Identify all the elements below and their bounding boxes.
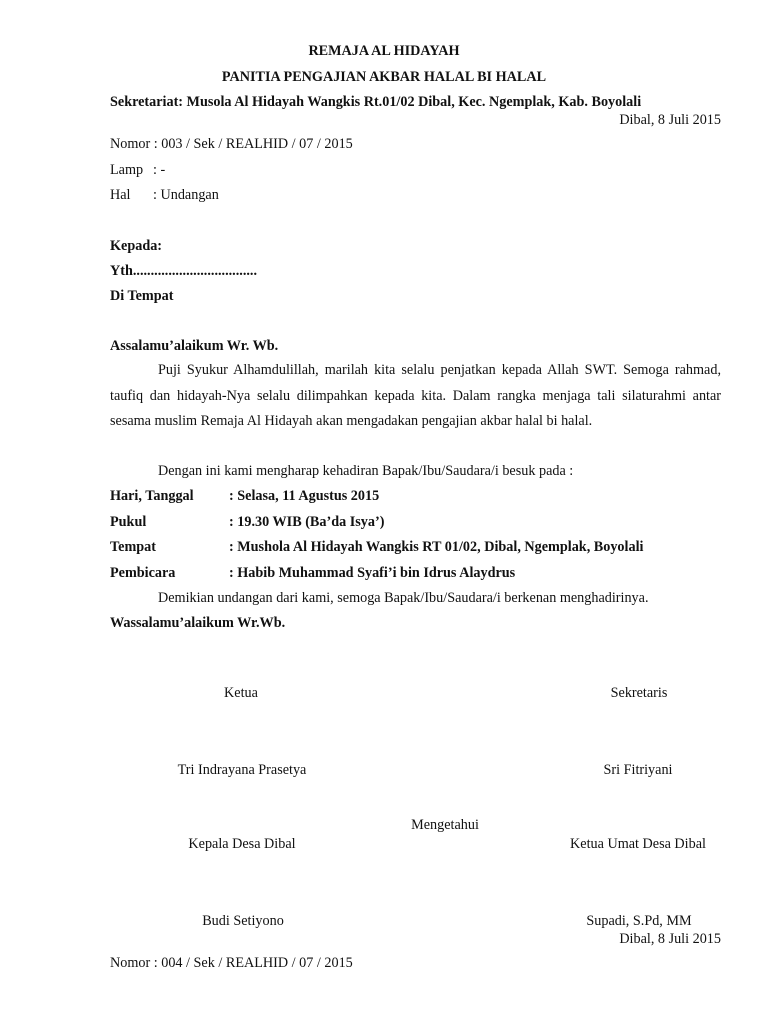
hal-value: : Undangan [153, 187, 219, 203]
closing-greeting: Wassalamu’alaikum Wr.Wb. [110, 615, 286, 631]
detail-value-place: : Mushola Al Hidayah Wangkis RT 01/02, Dibal, Ngemplak, Boyolali [229, 539, 644, 555]
sekretaris-name: Sri Fitriyani [603, 762, 673, 778]
body-paragraph-2: Dengan ini kami mengharap kehadiran Bapak/Ibu/Saudara/i besuk pada : [158, 463, 574, 479]
letter-date: Dibal, 8 Juli 2015 [619, 112, 721, 128]
detail-value-date: : Selasa, 11 Agustus 2015 [229, 488, 380, 504]
next-letter-number: Nomor : 004 / Sek / REALHID / 07 / 2015 [110, 955, 353, 971]
org-name: REMAJA AL HIDAYAH [308, 43, 460, 59]
lamp-value: : - [153, 162, 166, 178]
ketua-umat-name: Supadi, S.Pd, MM [586, 913, 692, 929]
mengetahui-label: Mengetahui [411, 817, 479, 833]
opening-greeting: Assalamu’alaikum Wr. Wb. [110, 338, 279, 354]
closing-sentence: Demikian undangan dari kami, semoga Bapak/Ibu/Saudara/i berkenan menghadirinya. [158, 590, 649, 606]
body-paragraph-1: Puji Syukur Alhamdulillah, marilah kita selalu penjatkan kepada Allah SWT. Semoga rahmad, taufiq dan hidayah-Nya selalu dilimpahkan kepada kita. Dalam rangka menjaga tali silaturahmi antar sesama muslim Remaja Al Hidayah akan mengadakan pengajian akbar halal bi halal. [110, 362, 721, 429]
detail-label-time: Pukul [110, 514, 147, 530]
ketua-name: Tri Indrayana Prasetya [177, 762, 307, 778]
committee-name: PANITIA PENGAJIAN AKBAR HALAL BI HALAL [221, 69, 547, 85]
kades-name: Budi Setiyono [202, 913, 284, 929]
kades-title: Kepala Desa Dibal [188, 836, 296, 852]
addressee-line: Yth................................... [110, 263, 258, 279]
detail-label-speaker: Pembicara [110, 565, 176, 581]
ketua-umat-title: Ketua Umat Desa Dibal [570, 836, 706, 852]
hal-label: Hal [110, 187, 131, 203]
secretariat-address: Sekretariat: Musola Al Hidayah Wangkis Rt.01/02 Dibal, Kec. Ngemplak, Kab. Boyolali [110, 94, 642, 110]
detail-label-date: Hari, Tanggal [110, 488, 194, 504]
detail-label-place: Tempat [110, 539, 156, 555]
lamp-label: Lamp [110, 162, 144, 178]
next-letter-date: Dibal, 8 Juli 2015 [619, 931, 721, 947]
sekretaris-title: Sekretaris [610, 685, 668, 701]
letter-number: Nomor : 003 / Sek / REALHID / 07 / 2015 [110, 136, 353, 152]
addressee-place: Di Tempat [110, 288, 174, 304]
ketua-title: Ketua [224, 685, 258, 701]
detail-value-time: : 19.30 WIB (Ba’da Isya’) [229, 514, 385, 530]
detail-value-speaker: : Habib Muhammad Syafi’i bin Idrus Alaydrus [229, 565, 516, 581]
addressee-heading: Kepada: [110, 238, 163, 254]
